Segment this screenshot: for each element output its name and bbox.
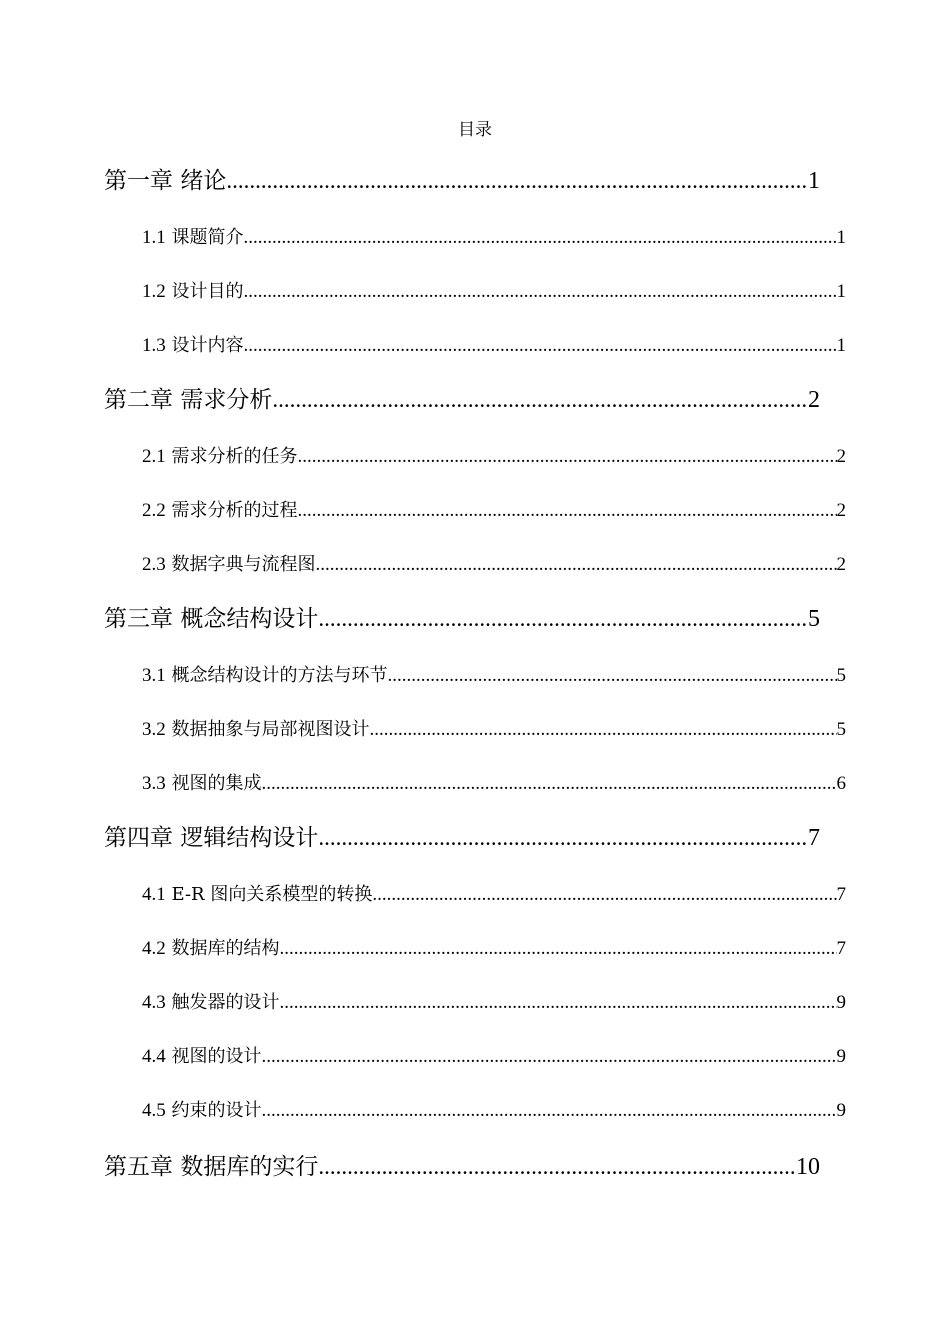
section-label: 3.2 数据抽象与局部视图设计 [142,719,370,740]
page-number: 2 [836,554,846,575]
chapter-label: 第三章 概念结构设计 [104,606,319,632]
dot-leader [261,1098,836,1124]
chapter-label: 第四章 逻辑结构设计 [104,825,319,851]
page-number: 7 [808,825,820,851]
page-number: 5 [808,606,820,632]
chapter-label: 第五章 数据库的实行 [104,1154,319,1180]
page-number: 1 [836,227,846,248]
dot-leader [272,383,808,417]
toc-section-2-1[interactable] [142,444,846,470]
section-label: 2.3 数据字典与流程图 [142,554,316,575]
dot-leader [243,225,836,251]
section-label: 4.3 触发器的设计 [142,992,280,1013]
dot-leader [318,821,808,855]
chapter-label: 第一章 绪论 [104,168,227,194]
toc-section-4-1[interactable] [142,882,846,908]
page-number: 1 [808,168,820,194]
page-number: 9 [836,1100,846,1121]
page-number: 9 [836,1046,846,1067]
section-label: 1.1 课题简介 [142,227,244,248]
section-label: 1.3 设计内容 [142,335,244,356]
page-number: 1 [836,335,846,356]
toc-section-4-5[interactable] [142,1098,846,1124]
toc-title: 目录 [458,120,492,140]
page-number: 2 [836,446,846,467]
page-number: 6 [836,773,846,794]
dot-leader [369,717,836,743]
dot-leader [261,771,836,797]
toc-chapter-1[interactable] [104,164,820,198]
page-number: 9 [836,992,846,1013]
toc-section-2-3[interactable] [142,552,846,578]
section-label: 1.2 设计目的 [142,281,244,302]
dot-leader [279,990,836,1016]
dot-leader [243,333,836,359]
page-number: 7 [836,884,846,905]
page-number: 2 [836,500,846,521]
dot-leader [318,1150,796,1184]
toc-section-1-1[interactable] [142,225,846,251]
section-label: 2.1 需求分析的任务 [142,446,298,467]
dot-leader [315,552,836,578]
toc-section-4-2[interactable] [142,936,846,962]
dot-leader [279,936,836,962]
dot-leader [297,444,836,470]
page-number: 10 [796,1154,820,1180]
page-number: 1 [836,281,846,302]
page-number: 5 [836,719,846,740]
toc-section-3-2[interactable] [142,717,846,743]
dot-leader [261,1044,836,1070]
page-number: 2 [808,387,820,413]
toc-chapter-3[interactable] [104,602,820,636]
dot-leader [243,279,836,305]
toc-section-3-1[interactable] [142,663,846,689]
page-number: 5 [836,665,846,686]
toc-chapter-5[interactable] [104,1150,820,1184]
section-label: 4.1 E-R 图向关系模型的转换 [142,884,373,905]
toc-section-1-2[interactable] [142,279,846,305]
toc-section-3-3[interactable] [142,771,846,797]
section-label: 4.2 数据库的结构 [142,938,280,959]
section-label: 2.2 需求分析的过程 [142,500,298,521]
dot-leader [297,498,836,524]
toc-section-4-3[interactable] [142,990,846,1016]
section-label: 4.5 约束的设计 [142,1100,262,1121]
toc-section-1-3[interactable] [142,333,846,359]
toc-section-2-2[interactable] [142,498,846,524]
section-label: 4.4 视图的设计 [142,1046,262,1067]
dot-leader [318,602,808,636]
toc-section-4-4[interactable] [142,1044,846,1070]
dot-leader [372,882,836,908]
toc-chapter-4[interactable] [104,821,820,855]
dot-leader [387,663,836,689]
chapter-label: 第二章 需求分析 [104,387,273,413]
page-number: 7 [836,938,846,959]
section-label: 3.1 概念结构设计的方法与环节 [142,665,388,686]
section-label: 3.3 视图的集成 [142,773,262,794]
dot-leader [226,164,808,198]
toc-chapter-2[interactable] [104,383,820,417]
